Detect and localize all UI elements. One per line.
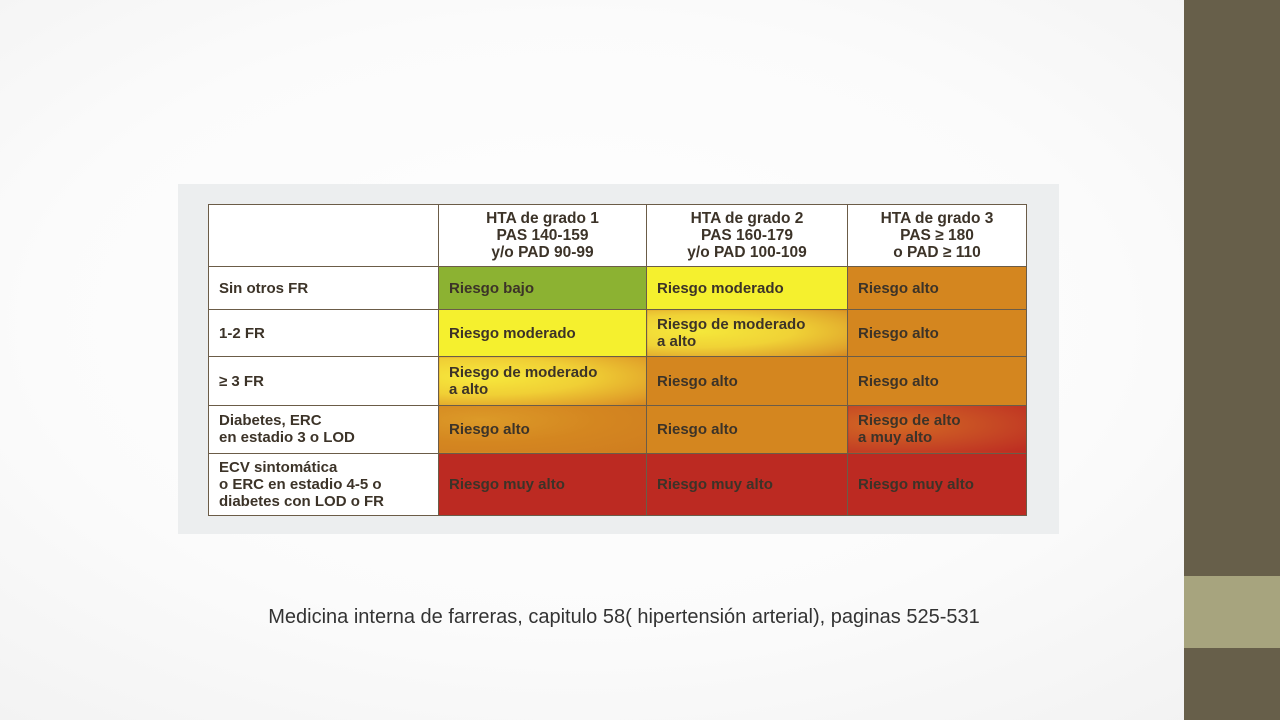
risk-table-figure (178, 184, 1059, 534)
risk-cell: Riesgo de moderado a alto (647, 310, 848, 357)
hypertension-risk-table (208, 204, 1027, 516)
risk-cell: Riesgo muy alto (439, 453, 647, 515)
risk-cell: Riesgo de moderado a alto (439, 357, 647, 405)
row-label: ≥ 3 FR (209, 357, 439, 405)
risk-cell: Riesgo muy alto (647, 453, 848, 515)
table-row (209, 310, 1027, 357)
header-empty-cell (209, 205, 439, 267)
risk-cell: Riesgo moderado (647, 267, 848, 310)
table-row (209, 405, 1027, 453)
table-row (209, 267, 1027, 310)
risk-cell: Riesgo bajo (439, 267, 647, 310)
risk-cell: Riesgo alto (647, 405, 848, 453)
row-label: Diabetes, ERC en estadio 3 o LOD (209, 405, 439, 453)
row-label: 1-2 FR (209, 310, 439, 357)
risk-cell: Riesgo alto (848, 357, 1027, 405)
header-grado-3: HTA de grado 3 PAS ≥ 180 o PAD ≥ 110 (848, 205, 1027, 267)
header-grado-1: HTA de grado 1 PAS 140-159 y/o PAD 90-99 (439, 205, 647, 267)
row-label: Sin otros FR (209, 267, 439, 310)
table-row (209, 453, 1027, 515)
risk-cell: Riesgo alto (848, 310, 1027, 357)
header-row (209, 205, 1027, 267)
row-label: ECV sintomática o ERC en estadio 4-5 o diabetes con LOD o FR (209, 453, 439, 515)
risk-cell: Riesgo alto (439, 405, 647, 453)
risk-cell: Riesgo alto (647, 357, 848, 405)
risk-cell: Riesgo muy alto (848, 453, 1027, 515)
risk-cell: Riesgo moderado (439, 310, 647, 357)
slide-caption: Medicina interna de farreras, capitulo 58( hipertensión arterial), paginas 525-531 (268, 606, 980, 628)
risk-cell: Riesgo de alto a muy alto (848, 405, 1027, 453)
header-grado-2: HTA de grado 2 PAS 160-179 y/o PAD 100-109 (647, 205, 848, 267)
table-row (209, 357, 1027, 405)
risk-cell: Riesgo alto (848, 267, 1027, 310)
